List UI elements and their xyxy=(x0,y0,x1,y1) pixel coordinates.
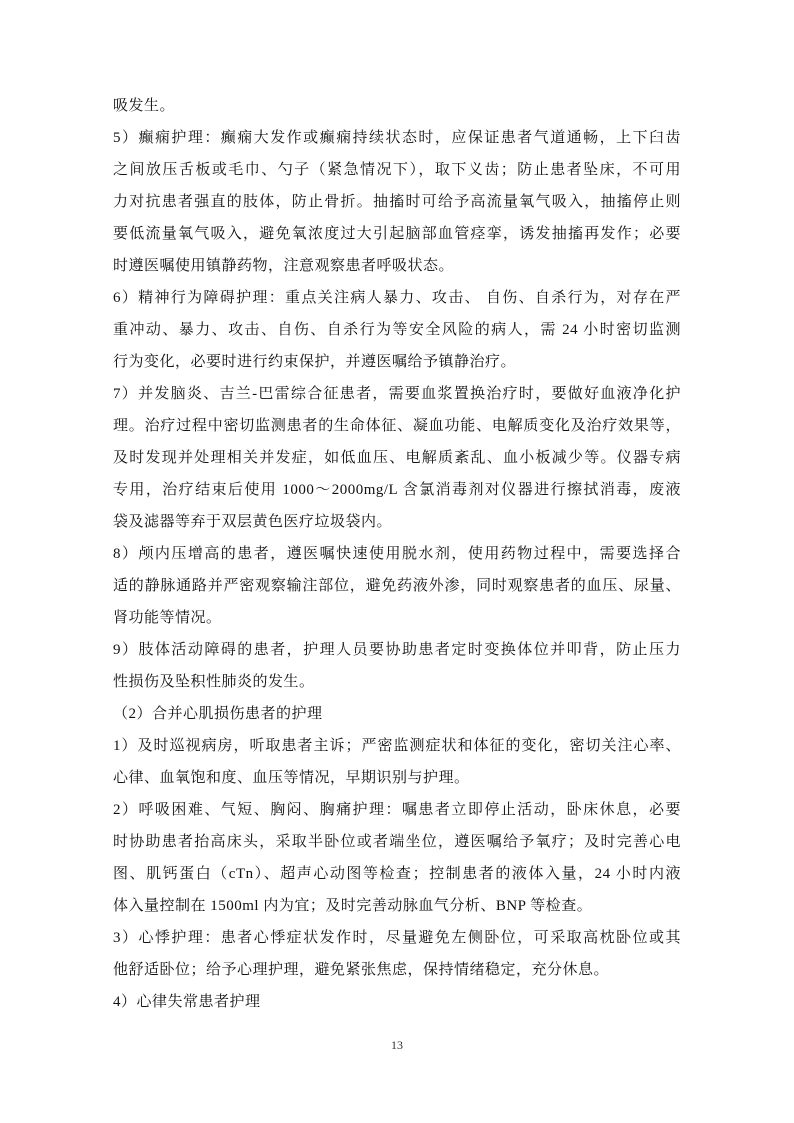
text-line: 力对抗患者强直的肢体，防止骨折。抽搐时可给予高流量氧气吸入，抽搐停止则 xyxy=(113,194,681,210)
text-line: 肾功能等情况。 xyxy=(113,610,222,626)
text-line: 体入量控制在 1500ml 内为宜；及时完善动脉血气分析、BNP 等检查。 xyxy=(113,898,593,914)
text-line: 4）心律失常患者护理 xyxy=(113,994,261,1010)
text-line: 袋及滤器等弃于双层黄色医疗垃圾袋内。 xyxy=(113,514,393,530)
document-body xyxy=(113,90,681,1018)
page-number: 13 xyxy=(391,1038,403,1052)
text-line: 他舒适卧位；给予心理护理，避免紧张焦虑，保持情绪稳定，充分休息。 xyxy=(113,962,610,978)
text-line: 6）精神行为障碍护理：重点关注病人暴力、攻击、 自伤、自杀行为，对存在严 xyxy=(113,290,681,306)
text-line: 要低流量氧气吸入，避免氧浓度过大引起脑部血管痉挛，诱发抽搐再发作；必要 xyxy=(113,226,681,242)
text-line: 2）呼吸困难、气短、胸闷、胸痛护理：嘱患者立即停止活动，卧床休息，必要 xyxy=(113,802,681,818)
page-footer xyxy=(0,1036,794,1054)
text-line: 心律、血氧饱和度、血压等情况，早期识别与护理。 xyxy=(113,770,470,786)
text-line: 行为变化，必要时进行约束保护，并遵医嘱给予镇静治疗。 xyxy=(113,354,517,370)
text-line: 性损伤及坠积性肺炎的发生。 xyxy=(113,674,315,690)
text-line: （2）合并心肌损伤患者的护理 xyxy=(113,706,323,722)
text-line: 适的静脉通路并严密观察输注部位，避免药液外渗，同时观察患者的血压、尿量、 xyxy=(113,578,681,594)
text-line: 1）及时巡视病房，听取患者主诉；严密监测症状和体征的变化，密切关注心率、 xyxy=(113,738,681,754)
text-line: 理。治疗过程中密切监测患者的生命体征、凝血功能、电解质变化及治疗效果等， xyxy=(113,418,681,434)
text-line: 图、肌钙蛋白（cTn）、超声心动图等检查；控制患者的液体入量，24 小时内液 xyxy=(113,866,681,882)
text-line: 7）并发脑炎、吉兰-巴雷综合征患者，需要血浆置换治疗时，要做好血液净化护 xyxy=(113,386,681,402)
text-line: 之间放压舌板或毛巾、勺子（紧急情况下），取下义齿；防止患者坠床，不可用 xyxy=(113,162,681,178)
text-line: 5）癫痫护理：癫痫大发作或癫痫持续状态时，应保证患者气道通畅，上下臼齿 xyxy=(113,130,681,146)
text-line: 及时发现并处理相关并发症，如低血压、电解质紊乱、血小板减少等。仪器专病 xyxy=(113,450,681,466)
text-line: 8）颅内压增高的患者，遵医嘱快速使用脱水剂，使用药物过程中，需要选择合 xyxy=(113,546,681,562)
text-line: 时协助患者抬高床头，采取半卧位或者端坐位，遵医嘱给予氧疗；及时完善心电 xyxy=(113,834,681,850)
text-line: 吸发生。 xyxy=(113,98,176,114)
text-line: 重冲动、暴力、攻击、自伤、自杀行为等安全风险的病人，需 24 小时密切监测 xyxy=(113,322,681,338)
text-line: 专用，治疗结束后使用 1000～2000mg/L 含氯消毒剂对仪器进行擦拭消毒，废液 xyxy=(113,482,681,498)
text-line: 9）肢体活动障碍的患者，护理人员要协助患者定时变换体位并叩背，防止压力 xyxy=(113,642,681,658)
text-line: 3）心悸护理：患者心悸症状发作时，尽量避免左侧卧位，可采取高枕卧位或其 xyxy=(113,930,681,946)
text-line: 时遵医嘱使用镇静药物，注意观察患者呼吸状态。 xyxy=(113,258,455,274)
